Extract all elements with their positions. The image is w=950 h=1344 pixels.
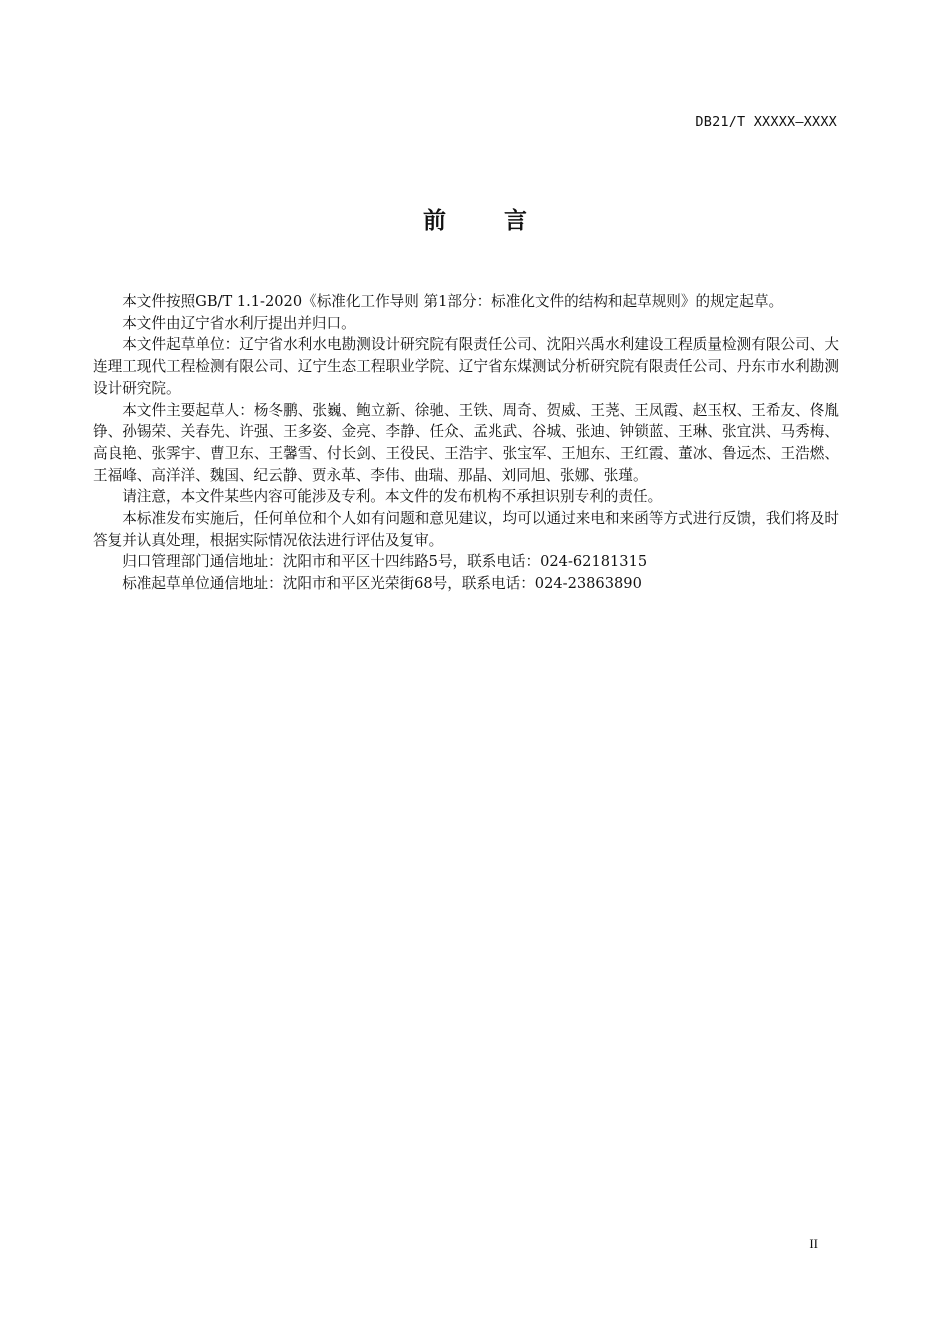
standard-code: DB21/T XXXXX—XXXX (695, 114, 837, 130)
paragraph-drafting-rules: 本文件按照GB/T 1.1-2020《标准化工作导则 第1部分：标准化文件的结构和起草规则》的规定起草。 (122, 293, 784, 310)
page-number: II (809, 1236, 818, 1251)
paragraph-drafting-address: 标准起草单位通信地址：沈阳市和平区光荣街68号，联系电话：024-23863890 (122, 575, 642, 593)
page-title: 前言 (423, 208, 585, 234)
paragraph-drafting-units: 本文件起草单位：辽宁省水利水电勘测设计研究院有限责任公司、沈阳兴禹水利建设工程质量检测有限公司、大连理工现代工程检测有限公司、辽宁生态工程职业学院、辽宁省东煤测试分析研究院有限责任公司、丹东市水利勘测设计研究院。 (93, 336, 839, 397)
document-body (93, 291, 839, 595)
paragraph-drafters: 本文件主要起草人：杨冬鹏、张巍、鲍立新、徐驰、王铁、周奇、贺威、王荛、王凤霞、赵玉权、王希友、佟胤铮、孙锡荣、关春先、许强、王多姿、金亮、李静、任众、孟兆武、谷城、张迪、钟锁蓝、王琳、张宜洪、马秀梅、高良艳、张霁宇、曹卫东、王馨雪、付长剑、王役民、王浩宇、张宝军、王旭东、王红霞、董冰、鲁远杰、王浩燃、王福峰、高洋洋、魏国、纪云静、贾永革、李伟、曲瑞、那晶、刘同旭、张娜、张瑾。 (93, 401, 839, 484)
paragraph-management-address: 归口管理部门通信地址：沈阳市和平区十四纬路5号，联系电话：024-62181315 (122, 553, 648, 571)
paragraph-proposer: 本文件由辽宁省水利厅提出并归口。 (122, 314, 356, 332)
paragraph-patent-notice: 请注意，本文件某些内容可能涉及专利。本文件的发布机构不承担识别专利的责任。 (122, 488, 663, 506)
paragraph-feedback: 本标准发布实施后，任何单位和个人如有问题和意见建议，均可以通过来电和来函等方式进行反馈，我们将及时答复并认真处理，根据实际情况依法进行评估及复审。 (93, 510, 839, 549)
